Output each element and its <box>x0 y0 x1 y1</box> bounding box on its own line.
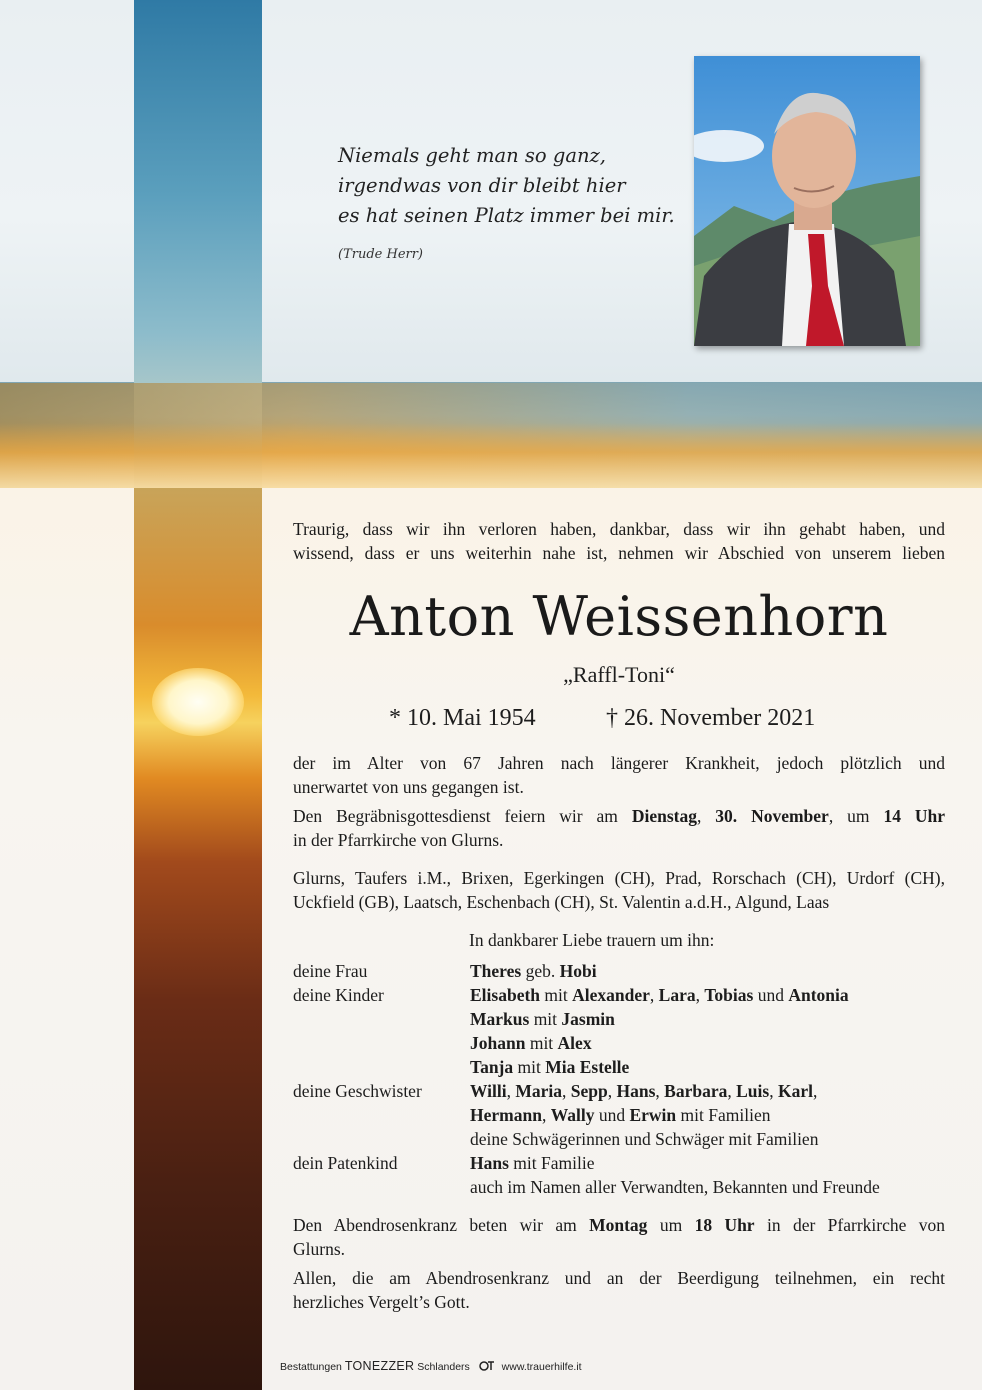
member-wife: Theres geb. Hobi <box>470 961 597 981</box>
sun-glow <box>152 668 244 736</box>
member-child: Johann mit Alex <box>470 1033 592 1053</box>
birth-date: * 10. Mai 1954 <box>389 705 536 731</box>
footer-url[interactable]: www.trauerhilfe.it <box>501 1361 582 1373</box>
footer-brand: TONEZZER <box>344 1359 415 1373</box>
footer-prefix: Bestattungen <box>280 1361 345 1373</box>
portrait-image <box>694 56 920 346</box>
thanks-line: Allen, die am Abendrosenkranz und an der Beerdigung teilnehmen, ein recht <box>293 1268 945 1288</box>
thanks-line: herzliches Vergelt’s Gott. <box>293 1292 470 1312</box>
trauerhilfe-logo-icon <box>479 1360 495 1375</box>
places-text <box>293 866 945 914</box>
member-siblings: Willi, Maria, Sepp, Hans, Barbara, Luis, Karl, <box>470 1081 818 1101</box>
member-others: auch im Namen aller Verwandten, Bekannten und Freunde <box>470 1177 880 1197</box>
age-line: der im Alter von 67 Jahren nach längerer Krankheit, jedoch plötzlich und <box>293 753 945 773</box>
deceased-name: Anton Weissenhorn <box>349 585 889 648</box>
funeral-day: Dienstag <box>631 806 697 826</box>
funeral-time: 14 Uhr <box>883 806 945 826</box>
funeral-sep: , um <box>828 806 884 826</box>
relation-children: deine Kinder <box>293 985 384 1005</box>
funeral-text <box>293 804 945 852</box>
intro-text <box>293 517 945 565</box>
member-child: Elisabeth mit Alexander, Lara, Tobias und Antonia <box>470 985 849 1005</box>
member-child: Markus mit Jasmin <box>470 1009 615 1029</box>
cross-horizontal-beam <box>0 383 982 488</box>
relation-wife: deine Frau <box>293 961 368 981</box>
relation-siblings: deine Geschwister <box>293 1081 422 1101</box>
member-godchild: Hans mit Familie <box>470 1153 595 1173</box>
thanks-text <box>293 1266 945 1314</box>
places-line: Uckfield (GB), Laatsch, Eschenbach (CH), St. Valentin a.d.H., Algund, Laas <box>293 892 830 912</box>
quote-line: irgendwas von dir bleibt hier <box>338 174 626 197</box>
footer-suffix: Schlanders <box>414 1361 470 1373</box>
intro-line: wissend, dass er uns weiterhin nahe ist, nehmen wir Abschied von unserem lieben <box>293 543 945 563</box>
relation-godchild: dein Patenkind <box>293 1153 398 1173</box>
quote-line: Niemals geht man so ganz, <box>338 144 606 167</box>
rosary-text <box>293 1213 945 1261</box>
quote-line: es hat seinen Platz immer bei mir. <box>338 204 675 227</box>
age-line: unerwartet von uns gegangen ist. <box>293 777 524 797</box>
rosary-line: Den Abendrosenkranz beten wir am Montag um 18 Uhr in der Pfarrkirche von <box>293 1215 945 1235</box>
rosary-line: Glurns. <box>293 1239 346 1259</box>
member-siblings-inlaws: deine Schwägerinnen und Schwäger mit Familien <box>470 1129 819 1149</box>
funeral-line <box>293 804 945 828</box>
member-child: Tanja mit Mia Estelle <box>470 1057 630 1077</box>
member-siblings: Hermann, Wally und Erwin mit Familien <box>470 1105 771 1125</box>
funeral-prefix: Den Begräbnisgottesdienst feiern wir am <box>293 806 632 826</box>
footer-imprint <box>280 1359 582 1375</box>
funeral-line: in der Pfarrkirche von Glurns. <box>293 830 504 850</box>
deceased-nickname: „Raffl-Toni“ <box>563 662 675 687</box>
places-line: Glurns, Taufers i.M., Brixen, Egerkingen (CH), Prad, Rorschach (CH), Urdorf (CH), <box>293 868 945 888</box>
funeral-date: 30. November <box>715 806 829 826</box>
mourners-heading: In dankbarer Liebe trauern um ihn: <box>469 930 715 950</box>
funeral-sep: , <box>696 806 716 826</box>
portrait-photo <box>694 56 920 346</box>
quote-author: (Trude Herr) <box>338 247 424 262</box>
intro-line: Traurig, dass wir ihn verloren haben, dankbar, dass wir ihn gehabt haben, und <box>293 519 945 539</box>
memorial-quote <box>338 141 678 231</box>
age-text <box>293 751 945 799</box>
death-date: † 26. November 2021 <box>606 705 816 731</box>
